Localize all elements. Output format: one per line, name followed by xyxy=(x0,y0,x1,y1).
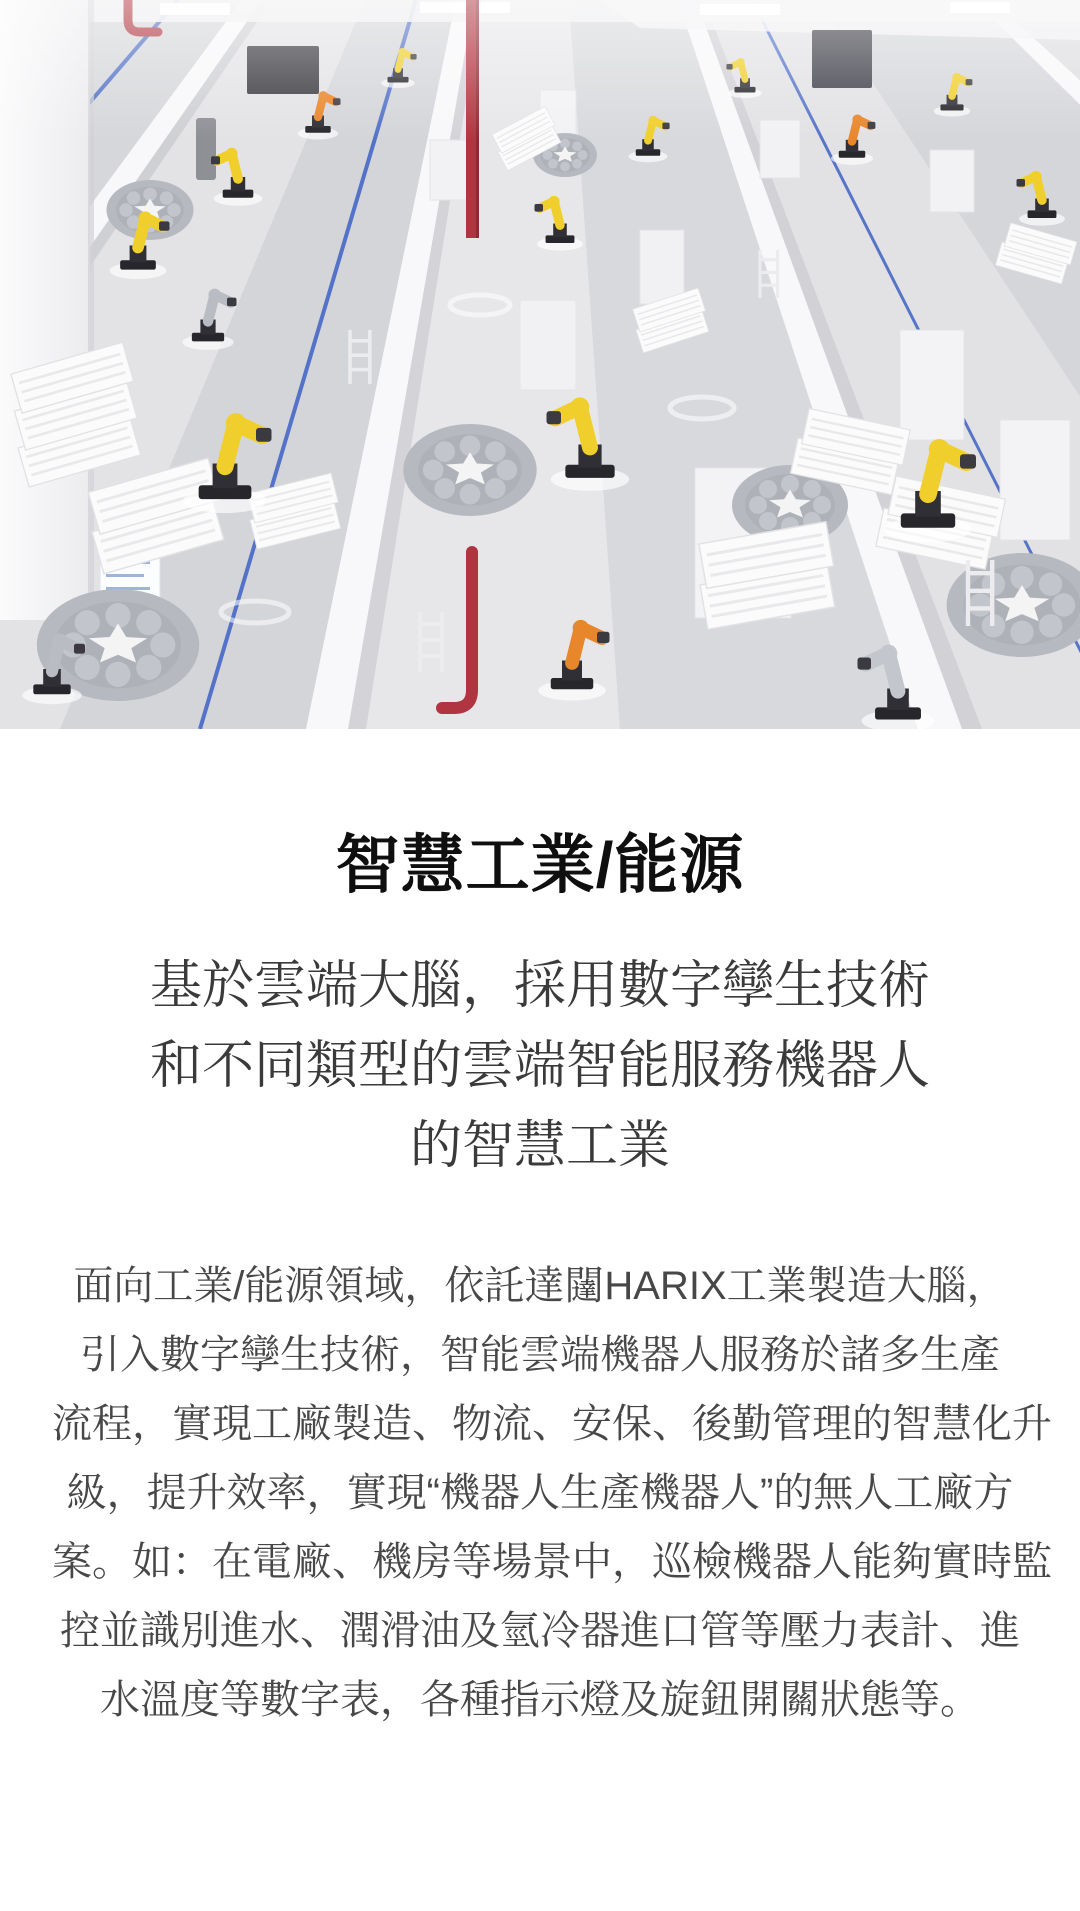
body-line: 水溫度等數字表，各種指示燈及旋鈕開關狀態等。 xyxy=(100,1678,980,1722)
body-line: 控並識別進水、潤滑油及氫冷器進口管等壓力表計、進 xyxy=(60,1609,1020,1653)
body-line: 面向工業/能源領域，依託達闥HARIX工業製造大腦， xyxy=(73,1264,1007,1308)
body-line: 級，提升效率，實現“機器人生產機器人”的無人工廠方 xyxy=(66,1471,1014,1515)
light-haze xyxy=(0,0,1080,140)
page-subtitle xyxy=(52,946,1028,1186)
page-title: 智慧工業/能源 xyxy=(335,829,745,901)
body-line: 引入數字孿生技術，智能雲端機器人服務於諸多生產 xyxy=(80,1333,1000,1377)
body-line: 流程，實現工廠製造、物流、安保、後勤管理的智慧化升 xyxy=(52,1402,1052,1446)
body-line: 案。如：在電廠、機房等場景中，巡檢機器人能夠實時監 xyxy=(52,1540,1052,1584)
content-section xyxy=(0,729,1080,1735)
subtitle-line: 的智慧工業 xyxy=(409,1117,670,1175)
body-paragraph xyxy=(52,1252,1052,1735)
subtitle-line: 基於雲端大腦，採用數字孿生技術 xyxy=(149,957,930,1015)
factory-scene-svg xyxy=(0,0,1080,729)
factory-hero-image xyxy=(0,0,1080,729)
subtitle-line: 和不同類型的雲端智能服務機器人 xyxy=(149,1037,930,1095)
